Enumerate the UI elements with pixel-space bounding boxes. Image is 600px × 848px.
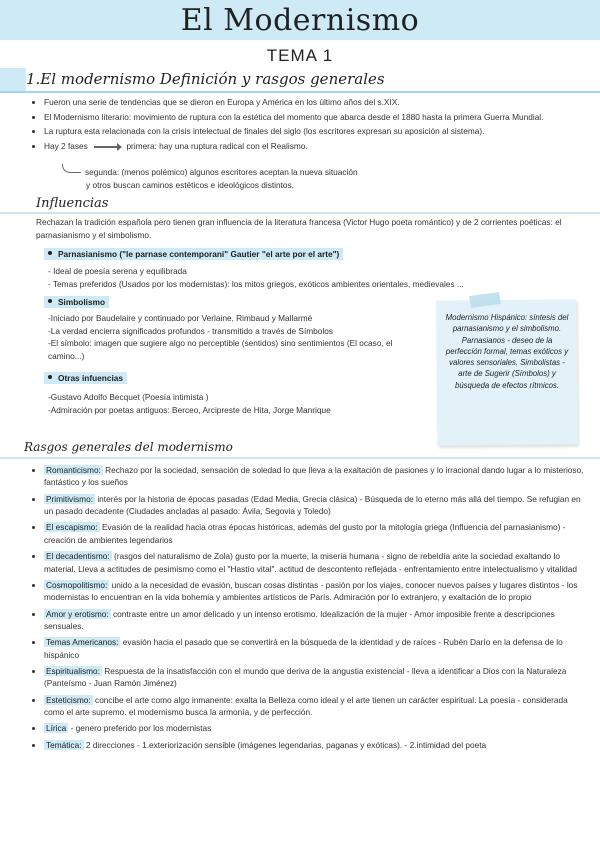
page-subtitle: TEMA 1 <box>266 46 334 65</box>
intro-list <box>28 96 600 154</box>
fases-block <box>62 164 600 191</box>
page-title: El Modernismo <box>180 3 420 38</box>
curved-arrow-icon <box>62 164 81 173</box>
list-item: • Amor y erotismo: contraste entre un amor delicado y un intenso erotismo. Idealización de la mujer - Amor imposible frente a descripciones sensuales. <box>44 608 584 633</box>
rasgos-list <box>30 464 584 755</box>
topic-otras: Otras infuencias <box>44 373 127 383</box>
rasgos-heading: Rasgos generales del modernismo <box>24 440 233 454</box>
list-item: • El Modernismo literario: movimiento de ruptura con la estética del momento que abarca desde el 1880 hasta la primera Guerra Mundial. <box>44 111 600 124</box>
fases-label: Hay 2 fases <box>44 140 88 151</box>
section-underline <box>0 91 600 93</box>
list-item: • Espiritualismo: Respuesta de la insatisfacción con el mundo que deriva de la angustia existencial - lleva a identificar a Dios con la Naturaleza (Panteísmo - Juan Ramón Jiménez) <box>44 665 584 690</box>
influencias-underline <box>0 212 600 214</box>
list-item: • La ruptura esta relacionada con la crisis intelectual de finales del siglo (los escritores expresan su aposición al sistema). <box>44 125 600 138</box>
bullet-icon <box>48 299 52 303</box>
list-item: • Esteticismo: concibe el arte como algo inmanente: exalta la Belleza como ideal y el arte tienen un carácter espiritual. La poesía - considerada como el arte supremo. el modernismo busca la armonía, y de perfección. <box>44 694 584 719</box>
fase-primera: primera: hay una ruptura radical con el Realismo. <box>126 140 308 151</box>
topic-simbolismo: Simbolismo <box>44 297 109 307</box>
sticky-note-text: Modernismo Hispánico: síntesis del parnasianismo y el simbolismo. Parnasianos - deseo de la perfección formal, temas exóticos y valores sensoriales. Simbolistas - arte de Sugerir (Símbolos) y búsqueda de efectos rítmicos. <box>445 313 569 390</box>
arrow-icon <box>94 146 120 148</box>
fase-segunda-cont: y otros buscan caminos estéticos e ideológicos distintos. <box>86 179 294 190</box>
influencias-intro: Rechazan la tradición española pero tienen gran influencia de la literatura francesa (Victor Hugo poeta romántico) y de 2 corrientes poéticas: el parnasianismo y el simbolismo. <box>36 217 562 240</box>
rasgos-underline <box>0 457 600 459</box>
section-accent <box>0 68 26 92</box>
simbolismo-lines: -Iniciado por Baudelaire y continuado por Verlaine, Rimbaud y Mallarmé -La verdad encierra significados profundos - transmitido a través de Símbolos -El símbolo: imagen que sugiere algo no perceptible (sentidos) sino sentimientos (El ocaso, el camino...) <box>48 313 393 361</box>
fase-segunda: segunda: (menos polémico) algunos escritores aceptan la nueva situación <box>85 167 358 177</box>
list-item: • Fueron una serie de tendencias que se dieron en Europa y América en los último años del s.XIX. <box>44 96 600 109</box>
influencias-heading: Influencias <box>36 196 109 211</box>
list-item: • Temas Americanos: evasión hacia el pasado que se convertirá en la búsqueda de la identidad y de raíces - Rubén Darío en la defensa de lo hispánico <box>44 636 584 661</box>
topic-parnasianismo: Parnasianismo ("le parnase contemporani" Gautier "el arte por el arte") <box>44 249 343 259</box>
list-item <box>44 140 600 153</box>
list-item: • Primitivismo: interés por la historia de épocas pasadas (Edad Media, Grecia clásica) - Búsqueda de lo eterno más allá del tiempo. Se refugian en un pasado decadente (Ciudades ancladas al pasado: Ávila, Segovia y Toledo) <box>44 493 584 518</box>
section-heading-definicion: 1.El modernismo Definición y rasgos generales <box>26 70 385 88</box>
list-item: • Cosmopolitismo: unido a la necesidad de evasión, buscan cosas distintas - pasión por los viajes, conocer nuevos países y lugares distintos - los modernistas lo encuentran en la vida bohemia y ambientes artísticos de París. Admiración por lo extranjero, y exaltación de lo propio <box>44 579 584 604</box>
bullet-icon <box>48 251 52 255</box>
parnasianismo-lines: - Ideal de poesía serena y equilibrada - Temas preferidos (Usados por los modernistas): los mitos griegos, exóticos ambientes orientales, medievales ... <box>48 266 464 289</box>
list-item: • El escapismo: Evasión de la realidad hacia otras épocas históricas, además del gusto por la mitología griega (Influencia del parnasianismo) - creación de ambientes legendarios <box>44 521 584 546</box>
list-item: • Temática: 2 direcciones - 1.exteriorización sensible (imágenes legendarias, paganas y exóticas). - 2.intimidad del poeta <box>44 739 584 751</box>
bullet-icon <box>48 375 52 379</box>
list-item: • El decadentismo: (rasgos del naturalismo de Zola) gusto por la muerte, la miseria humana - signo de rebeldía ante la sociedad exaltando lo material. Lleva a actitudes de pesimismo como el "Hastío vital". actitud de descontento reflejada - enfrentamiento entre intelectualismo y vitalidad <box>44 550 584 575</box>
list-item: • Romanticismo: Rechazo por la sociedad, sensación de soledad lo que lleva a la exaltación de pasiones y lo irracional dando lugar a lo misterioso, fantástico y los sueños <box>44 464 584 489</box>
otras-lines: -Gustavo Adolfo Becquet (Poesía intimista ) -Admiración por poetas antiguos: Berceo, Arcipreste de Hita, Jorge Manrique <box>48 392 331 415</box>
list-item: • Lírica - genero preferido por los modernistas <box>44 722 584 734</box>
